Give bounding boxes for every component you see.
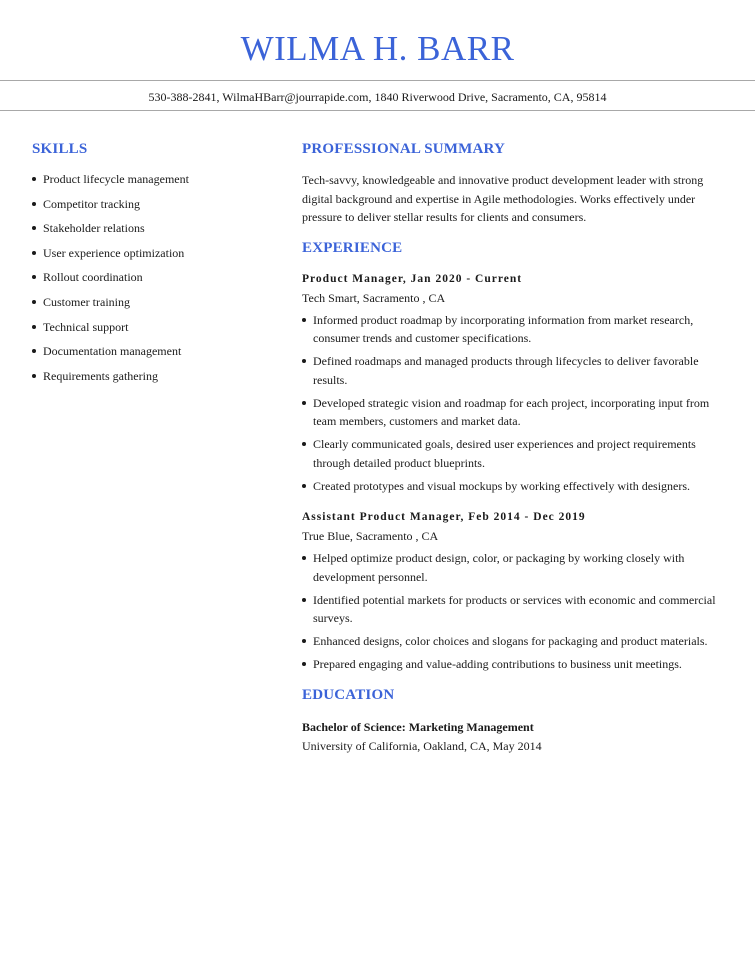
job-bullet: Prepared engaging and value-adding contributions to business unit meetings. bbox=[302, 655, 727, 674]
resume-name: WILMA H. BARR bbox=[240, 29, 515, 68]
header-rule-top bbox=[0, 80, 755, 81]
contact-info: 530-388-2841, WilmaHBarr@jourrapide.com, 1840 Riverwood Drive, Sacramento, CA, 95814 bbox=[148, 90, 607, 104]
job-bullets bbox=[302, 549, 727, 674]
header-rule-bottom bbox=[0, 110, 755, 111]
skills-heading: SKILLS bbox=[32, 141, 88, 157]
skill-item: Customer training bbox=[32, 294, 272, 319]
job-company: Tech Smart, Sacramento , CA bbox=[302, 290, 446, 305]
experience-heading: EXPERIENCE bbox=[302, 239, 403, 256]
skill-item: Documentation management bbox=[32, 343, 272, 368]
skill-item: Product lifecycle management bbox=[32, 171, 272, 196]
education-degree: Bachelor of Science: Marketing Management bbox=[302, 719, 534, 734]
job-bullets bbox=[302, 311, 727, 496]
left-column bbox=[32, 140, 272, 392]
summary-heading: PROFESSIONAL SUMMARY bbox=[302, 141, 506, 157]
job-bullet: Helped optimize product design, color, or packaging by working closely with development personnel. bbox=[302, 549, 727, 586]
skills-list bbox=[32, 171, 272, 392]
skill-item: Stakeholder relations bbox=[32, 220, 272, 245]
job-bullet: Developed strategic vision and roadmap for each project, incorporating input from team members, customers and market data. bbox=[302, 394, 727, 431]
job-bullet: Defined roadmaps and managed products through lifecycles to deliver favorable results. bbox=[302, 352, 727, 389]
education-heading: EDUCATION bbox=[302, 686, 395, 703]
skill-item: Technical support bbox=[32, 319, 272, 344]
job-bullet: Identified potential markets for products or services with economic and commercial surveys. bbox=[302, 591, 727, 628]
job-title: Assistant Product Manager, Feb 2014 - Dec 2019 bbox=[302, 511, 586, 523]
skill-item: Rollout coordination bbox=[32, 269, 272, 294]
job-bullet: Enhanced designs, color choices and slogans for packaging and product materials. bbox=[302, 632, 727, 651]
job-company: True Blue, Sacramento , CA bbox=[302, 529, 439, 543]
skill-item: Competitor tracking bbox=[32, 196, 272, 221]
job-bullet: Clearly communicated goals, desired user experiences and project requirements through detailed product blueprints. bbox=[302, 435, 727, 472]
job-bullet: Created prototypes and visual mockups by working effectively with designers. bbox=[302, 477, 727, 496]
job-bullet: Informed product roadmap by incorporating information from market research, consumer trends and customer specifications. bbox=[302, 311, 727, 348]
summary-text: Tech-savvy, knowledgeable and innovative product development leader with strong digital background and expertise in Agile methodologies. Works effectively under pressure to deliver stellar results for clients and consumers. bbox=[302, 173, 704, 224]
skill-item: User experience optimization bbox=[32, 245, 272, 270]
education-school: University of California, Oakland, CA, May 2014 bbox=[302, 738, 542, 753]
right-column bbox=[302, 140, 727, 755]
job-title: Product Manager, Jan 2020 - Current bbox=[302, 272, 523, 285]
skill-item: Requirements gathering bbox=[32, 368, 272, 393]
